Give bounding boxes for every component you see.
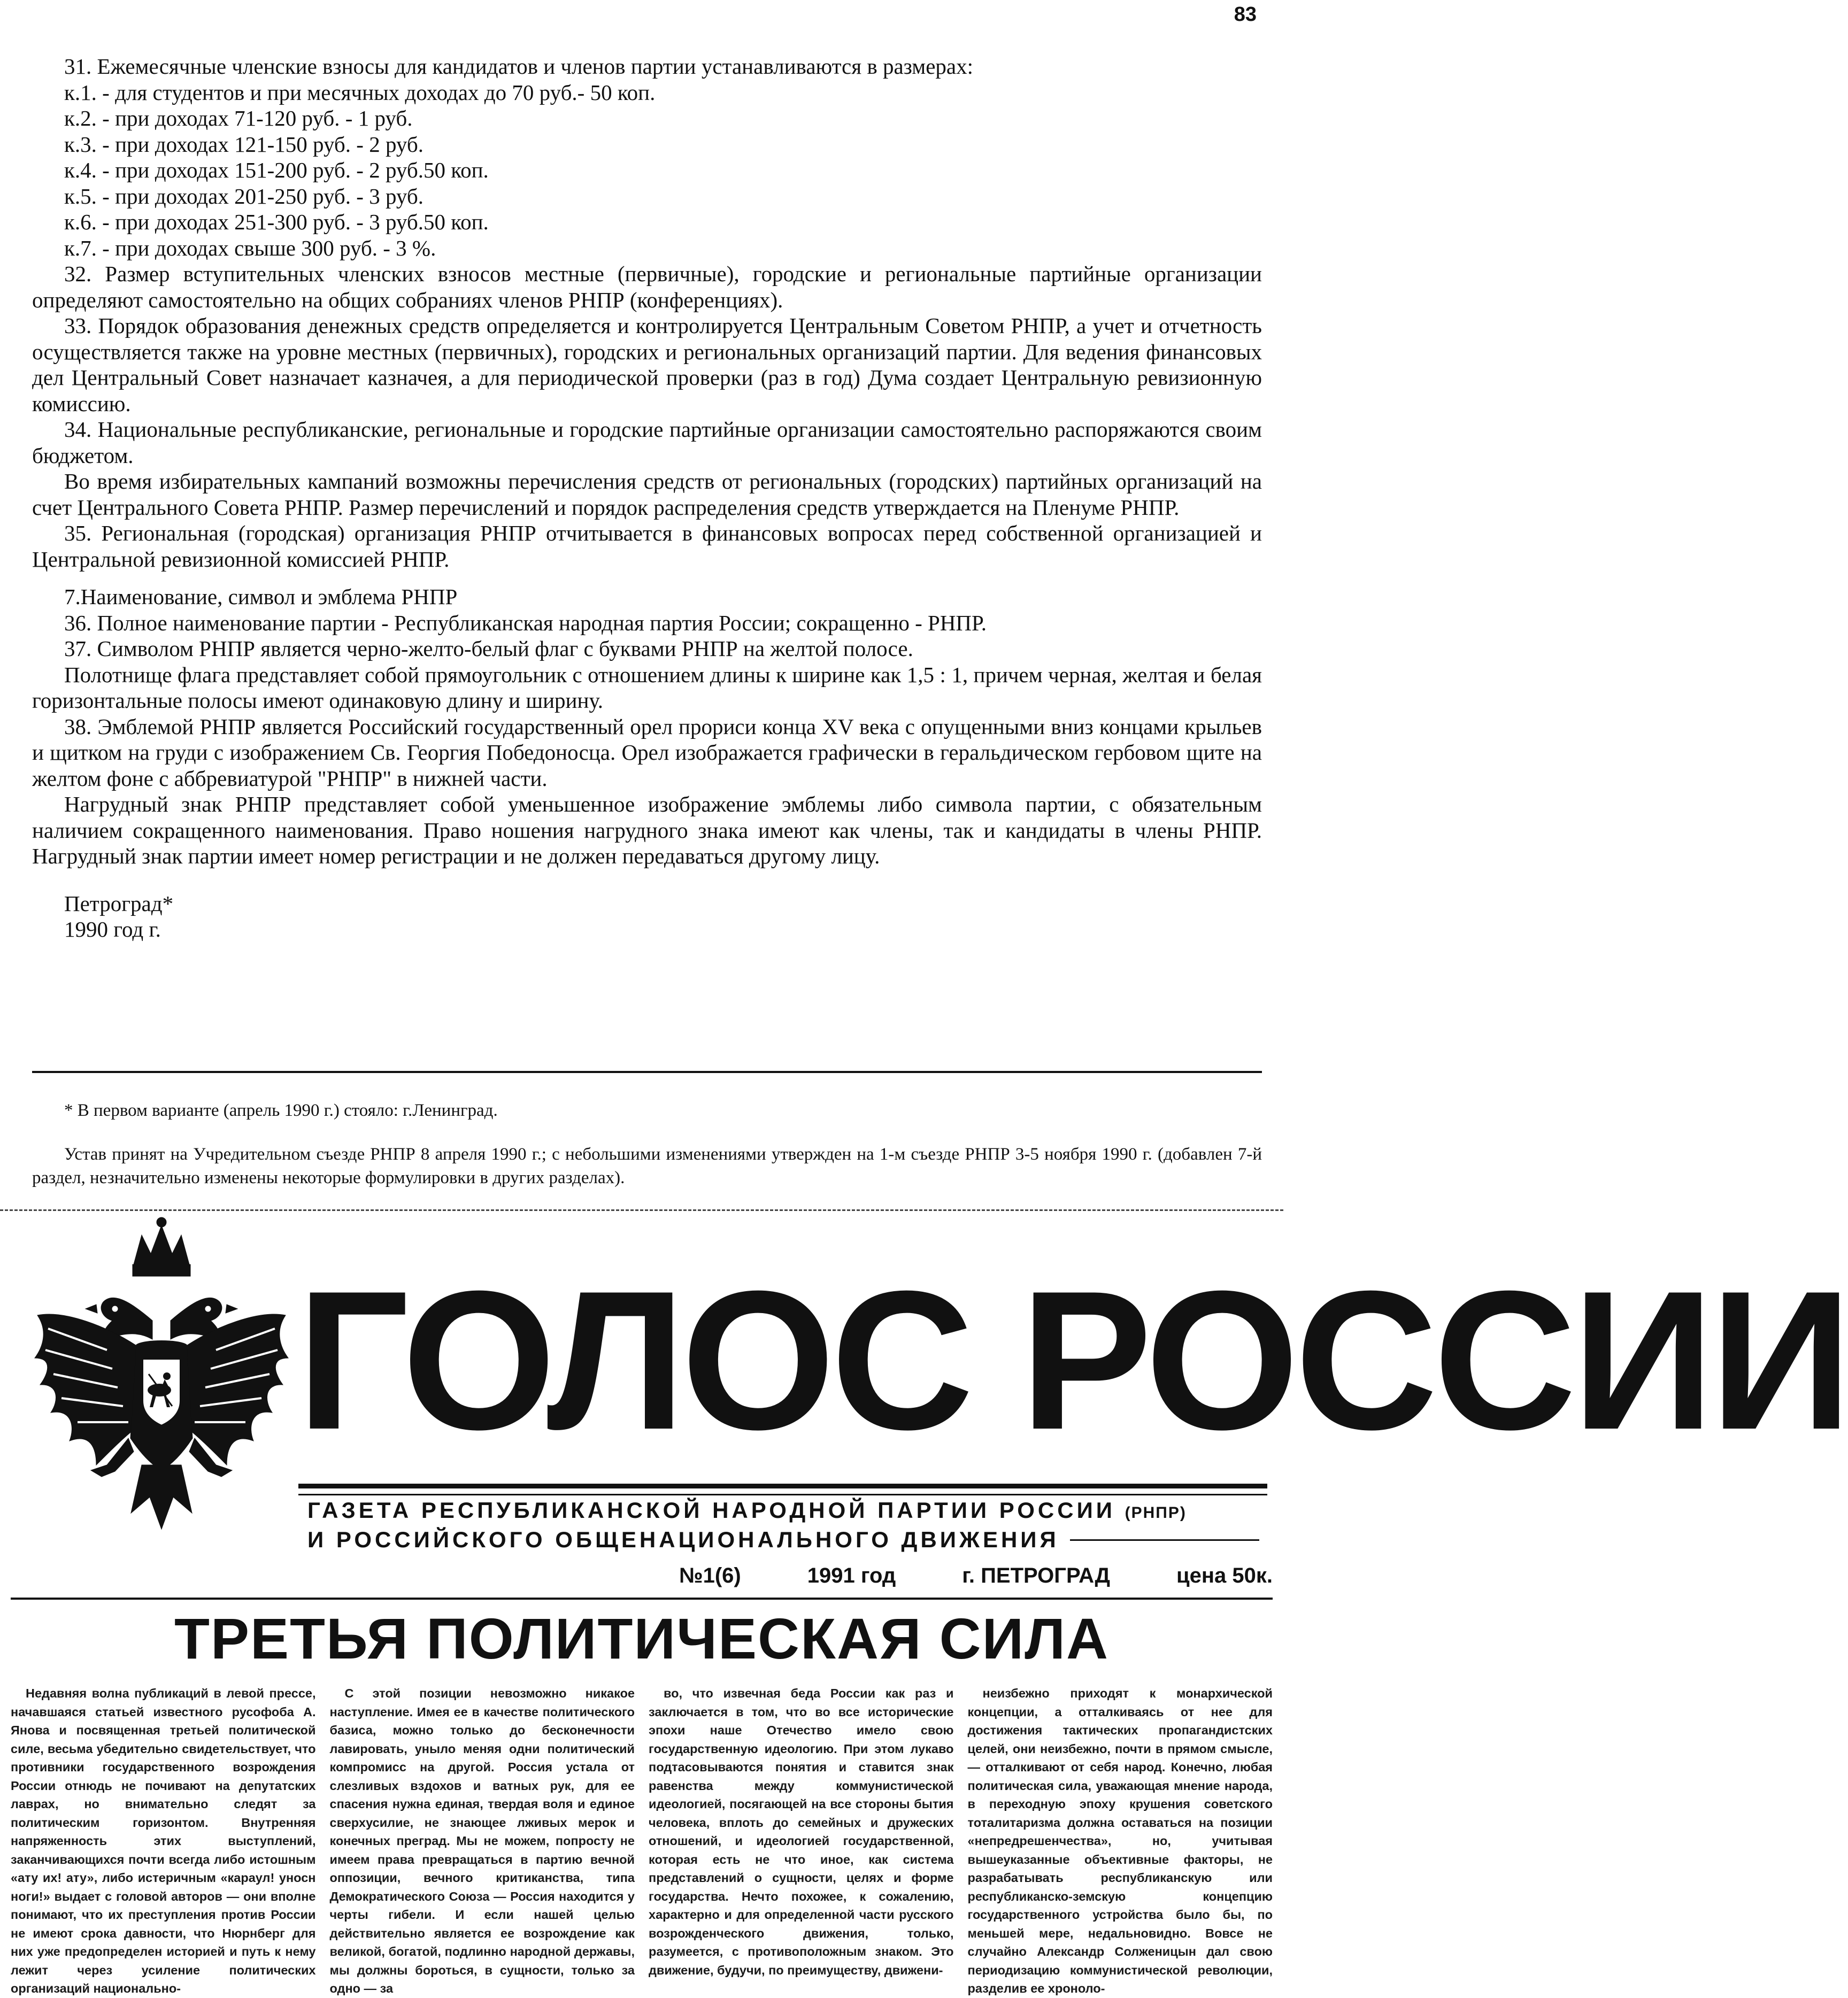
article-column-text: во, что извечная беда России как раз и заключается в том, что во все исторические эпохи наше Отечество имело свою государственную идеологию. При этом лукаво подтасовываются понятия и ставится знак равенства между коммунистической идеологией, посягающей на все стороны бытия человека, вплоть до семейных и дружеских отношений, и идеологией государственной, которая есть не что иное, как система представлений о сущности, целях и форме государства. Нечто похожее, к сожалению, характерно и для определенной части русского возрожденческого движения, только, разумеется, с противоположным знаком. Это движение, будучи, по преимуществу, движени- <box>649 1686 954 1977</box>
article-column <box>11 1684 316 1995</box>
masthead-rule <box>298 1484 1267 1488</box>
signature-place: Петроград* <box>64 891 174 916</box>
subtitle-line-2-text: И РОССИЙСКОГО ОБЩЕНАЦИОНАЛЬНОГО ДВИЖЕНИЯ <box>307 1527 1059 1552</box>
footnote-divider <box>32 1071 1262 1073</box>
masthead-rule-thin <box>298 1494 1267 1495</box>
charter-paragraph: к.7. - при доходах свыше 300 руб. - 3 %. <box>64 235 436 260</box>
charter-paragraph: к.3. - при доходах 121-150 руб. - 2 руб. <box>64 132 424 157</box>
issue-city: г. ПЕТРОГРАД <box>962 1564 1110 1587</box>
charter-paragraph: к.1. - для студентов и при месячных доходах до 70 руб.- 50 коп. <box>64 80 656 105</box>
charter-paragraph: к.6. - при доходах 251-300 руб. - 3 руб.50 коп. <box>64 210 489 234</box>
charter-paragraph: 7.Наименование, символ и эмблема РНПР <box>64 584 458 609</box>
subtitle-line-1-text: ГАЗЕТА РЕСПУБЛИКАНСКОЙ НАРОДНОЙ ПАРТИИ РОССИИ <box>307 1498 1115 1523</box>
charter-paragraph: 38. Эмблемой РНПР является Российский государственный орел прориси конца XV века с опущенными вниз концами крыльев и щитком на груди с изображением Св. Георгия Победоносца. Орел изображается графически в геральдическом гербовом щите на желтом фоне с аббревиатурой "РНПР" в нижней части. <box>32 714 1262 791</box>
issue-year: 1991 год <box>807 1564 896 1587</box>
charter-paragraph: к.5. - при доходах 201-250 руб. - 3 руб. <box>64 183 424 209</box>
charter-paragraph: 34. Национальные республиканские, региональные и городские партийные организации самостоятельно распоряжаются своим бюджетом. <box>32 417 1262 468</box>
subtitle-line-1 <box>307 1497 1270 1526</box>
charter-paragraph: 36. Полное наименование партии - Республиканская народная партия России; сокращенно - РНПР. <box>64 610 987 635</box>
article-column-text: С этой позиции невозможно никакое наступление. Имея ее в качестве политического базиса, можно только до бесконечности лавировать, уныло меняя одни политический компромисс на другой. Россия устала от слезливых вздохов и ватных рук, для ее спасения нужна единая, твердая воля и единое сверхусилие, не знающее лживых мерок и конечных преград. Мы не можем, попросту не имеем права превращаться в партию вечной оппозиции, вечного критиканства, типа Демократического Союза — Россия находится у черты гибели. И если нашей целью действительно является ее возрождение как великой, богатой, подлинно народной державы, мы должны бороться, в сущности, только за одно — за <box>329 1686 635 1995</box>
article-headline: ТРЕТЬЯ ПОЛИТИЧЕСКАЯ СИЛА <box>174 1606 1109 1671</box>
charter-paragraph: 32. Размер вступительных членских взносов местные (первичные), городские и региональные партийные организации определяют самостоятельно на общих собраниях членов РНПР (конференциях). <box>32 261 1262 312</box>
subtitle-rule <box>1070 1539 1259 1541</box>
article-column-text: неизбежно приходят к монархической концепции, а отталкиваясь от нее для достижения тактических пропагандистских целей, они неизбежно, почти в прямом смысле, — отталкивают от себя народ. Конечно, любая политическая сила, уважающая мнение народа, в переходную эпоху крушения советского тоталитаризма должна оставаться на позиции «непредрешенчества», но, учитывая вышеуказанные объективные факторы, не разрабатывать республиканскую или республиканско-земскую концепцию государственного устройства было бы, по меньшей мере, недальновидно. Вовсе не случайно Александр Солженицын дал свою периодизацию коммунистической революции, разделив ее хроноло- <box>967 1686 1273 1995</box>
clipping-separator <box>0 1209 1283 1211</box>
charter-paragraph: к.4. - при доходах 151-200 руб. - 2 руб.50 коп. <box>64 158 489 182</box>
issue-number: №1(6) <box>679 1564 741 1587</box>
charter-paragraph: Нагрудный знак РНПР представляет собой уменьшенное изображение эмблемы либо символа партии, с обязательным наличием сокращенного наименования. Право ношения нагрудного знака имеют как члены, так и кандидаты в члены РНПР. Нагрудный знак партии имеет номер регистрации и не должен передаваться другому лицу. <box>32 792 1262 868</box>
footnotes <box>32 1099 1262 1190</box>
charter-paragraph: 37. Символом РНПР является черно-желто-белый флаг с буквами РНПР на желтой полосе. <box>64 636 913 661</box>
article-column <box>967 1684 1273 1995</box>
article-column <box>649 1684 954 1977</box>
article-column <box>329 1684 635 1995</box>
charter-paragraph: Во время избирательных кампаний возможны перечисления средств от региональных (городских) партийных организаций на счет Центрального Совета РНПР. Размер перечислений и порядок распределения средств утверждается на Пленуме РНПР. <box>32 469 1262 520</box>
footnote-place: * В первом варианте (апрель 1990 г.) стояло: г.Ленинград. <box>64 1101 498 1120</box>
charter-paragraphs <box>32 53 1262 869</box>
subtitle-abbreviation: (РНПР) <box>1125 1504 1187 1522</box>
issue-price: цена 50к. <box>1176 1564 1273 1587</box>
double-headed-eagle-icon <box>27 1214 297 1545</box>
charter-paragraph: 33. Порядок образования денежных средств определяется и контролируется Центральным Советом РНПР, а учет и отчетность осуществляется также на уровне местных (первичных), городских и региональных организаций партии. Для ведения финансовых дел Центральный Совет назначает казначея, а для периодической проверки (раз в год) Дума создает Центральную ревизионную комиссию. <box>32 313 1262 416</box>
signature-year: 1990 год г. <box>64 917 161 942</box>
newspaper-title: ГОЛОС РОССИИ <box>297 1250 1848 1471</box>
issue-info <box>679 1564 1273 1588</box>
charter-paragraph: к.2. - при доходах 71-120 руб. - 1 руб. <box>64 106 413 130</box>
newspaper-subtitle <box>307 1497 1270 1553</box>
charter-paragraph: 35. Региональная (городская) организация РНПР отчитывается в финансовых вопросах перед собственной организацией и Центральной ревизионной комиссией РНПР. <box>32 521 1262 572</box>
charter-paragraph: Полотнище флага представляет собой прямоугольник с отношением длины к ширине как 1,5 : 1, причем черная, желтая и белая горизонтальные полосы имеют одинаковую длину и ширину. <box>32 662 1262 713</box>
article-column-text: Недавняя волна публикаций в левой прессе, начавшаяся статьей известного русофоба А. Янова и посвященная третьей политической силе, весьма убедительно свидетельствует, что противники государственного возрождения России отнюдь не почивают на депутатских лаврах, но внимательно следят за политическим горизонтом. Внутренняя напряженность этих выступлений, заканчивающихся почти всегда либо истошным «ату их! ату», либо истеричным «караул! уносн ноги!» выдает с головой авторов — они вполне понимают, что их преступления против России не имеют срока давности, что Нюрнберг для них уже предопределен историей и путь к нему лежит через усиление политических организаций национально- <box>11 1686 316 1995</box>
signature-block <box>32 891 1262 943</box>
charter-text <box>32 53 1262 943</box>
charter-paragraph: 31. Ежемесячные членские взносы для кандидатов и членов партии устанавливаются в размерах: <box>64 54 974 79</box>
adoption-note: Устав принят на Учредительном съезде РНПР 8 апреля 1990 г.; с небольшими изменениями утвержден на 1-м съезде РНПР 3-5 ноября 1990 г. (добавлен 7-й раздел, незначительно изменены некоторые формулировки в других разделах). <box>32 1145 1262 1187</box>
page-number: 83 <box>1234 3 1257 26</box>
article-body <box>11 1684 1273 1995</box>
subtitle-line-2 <box>307 1526 1270 1553</box>
